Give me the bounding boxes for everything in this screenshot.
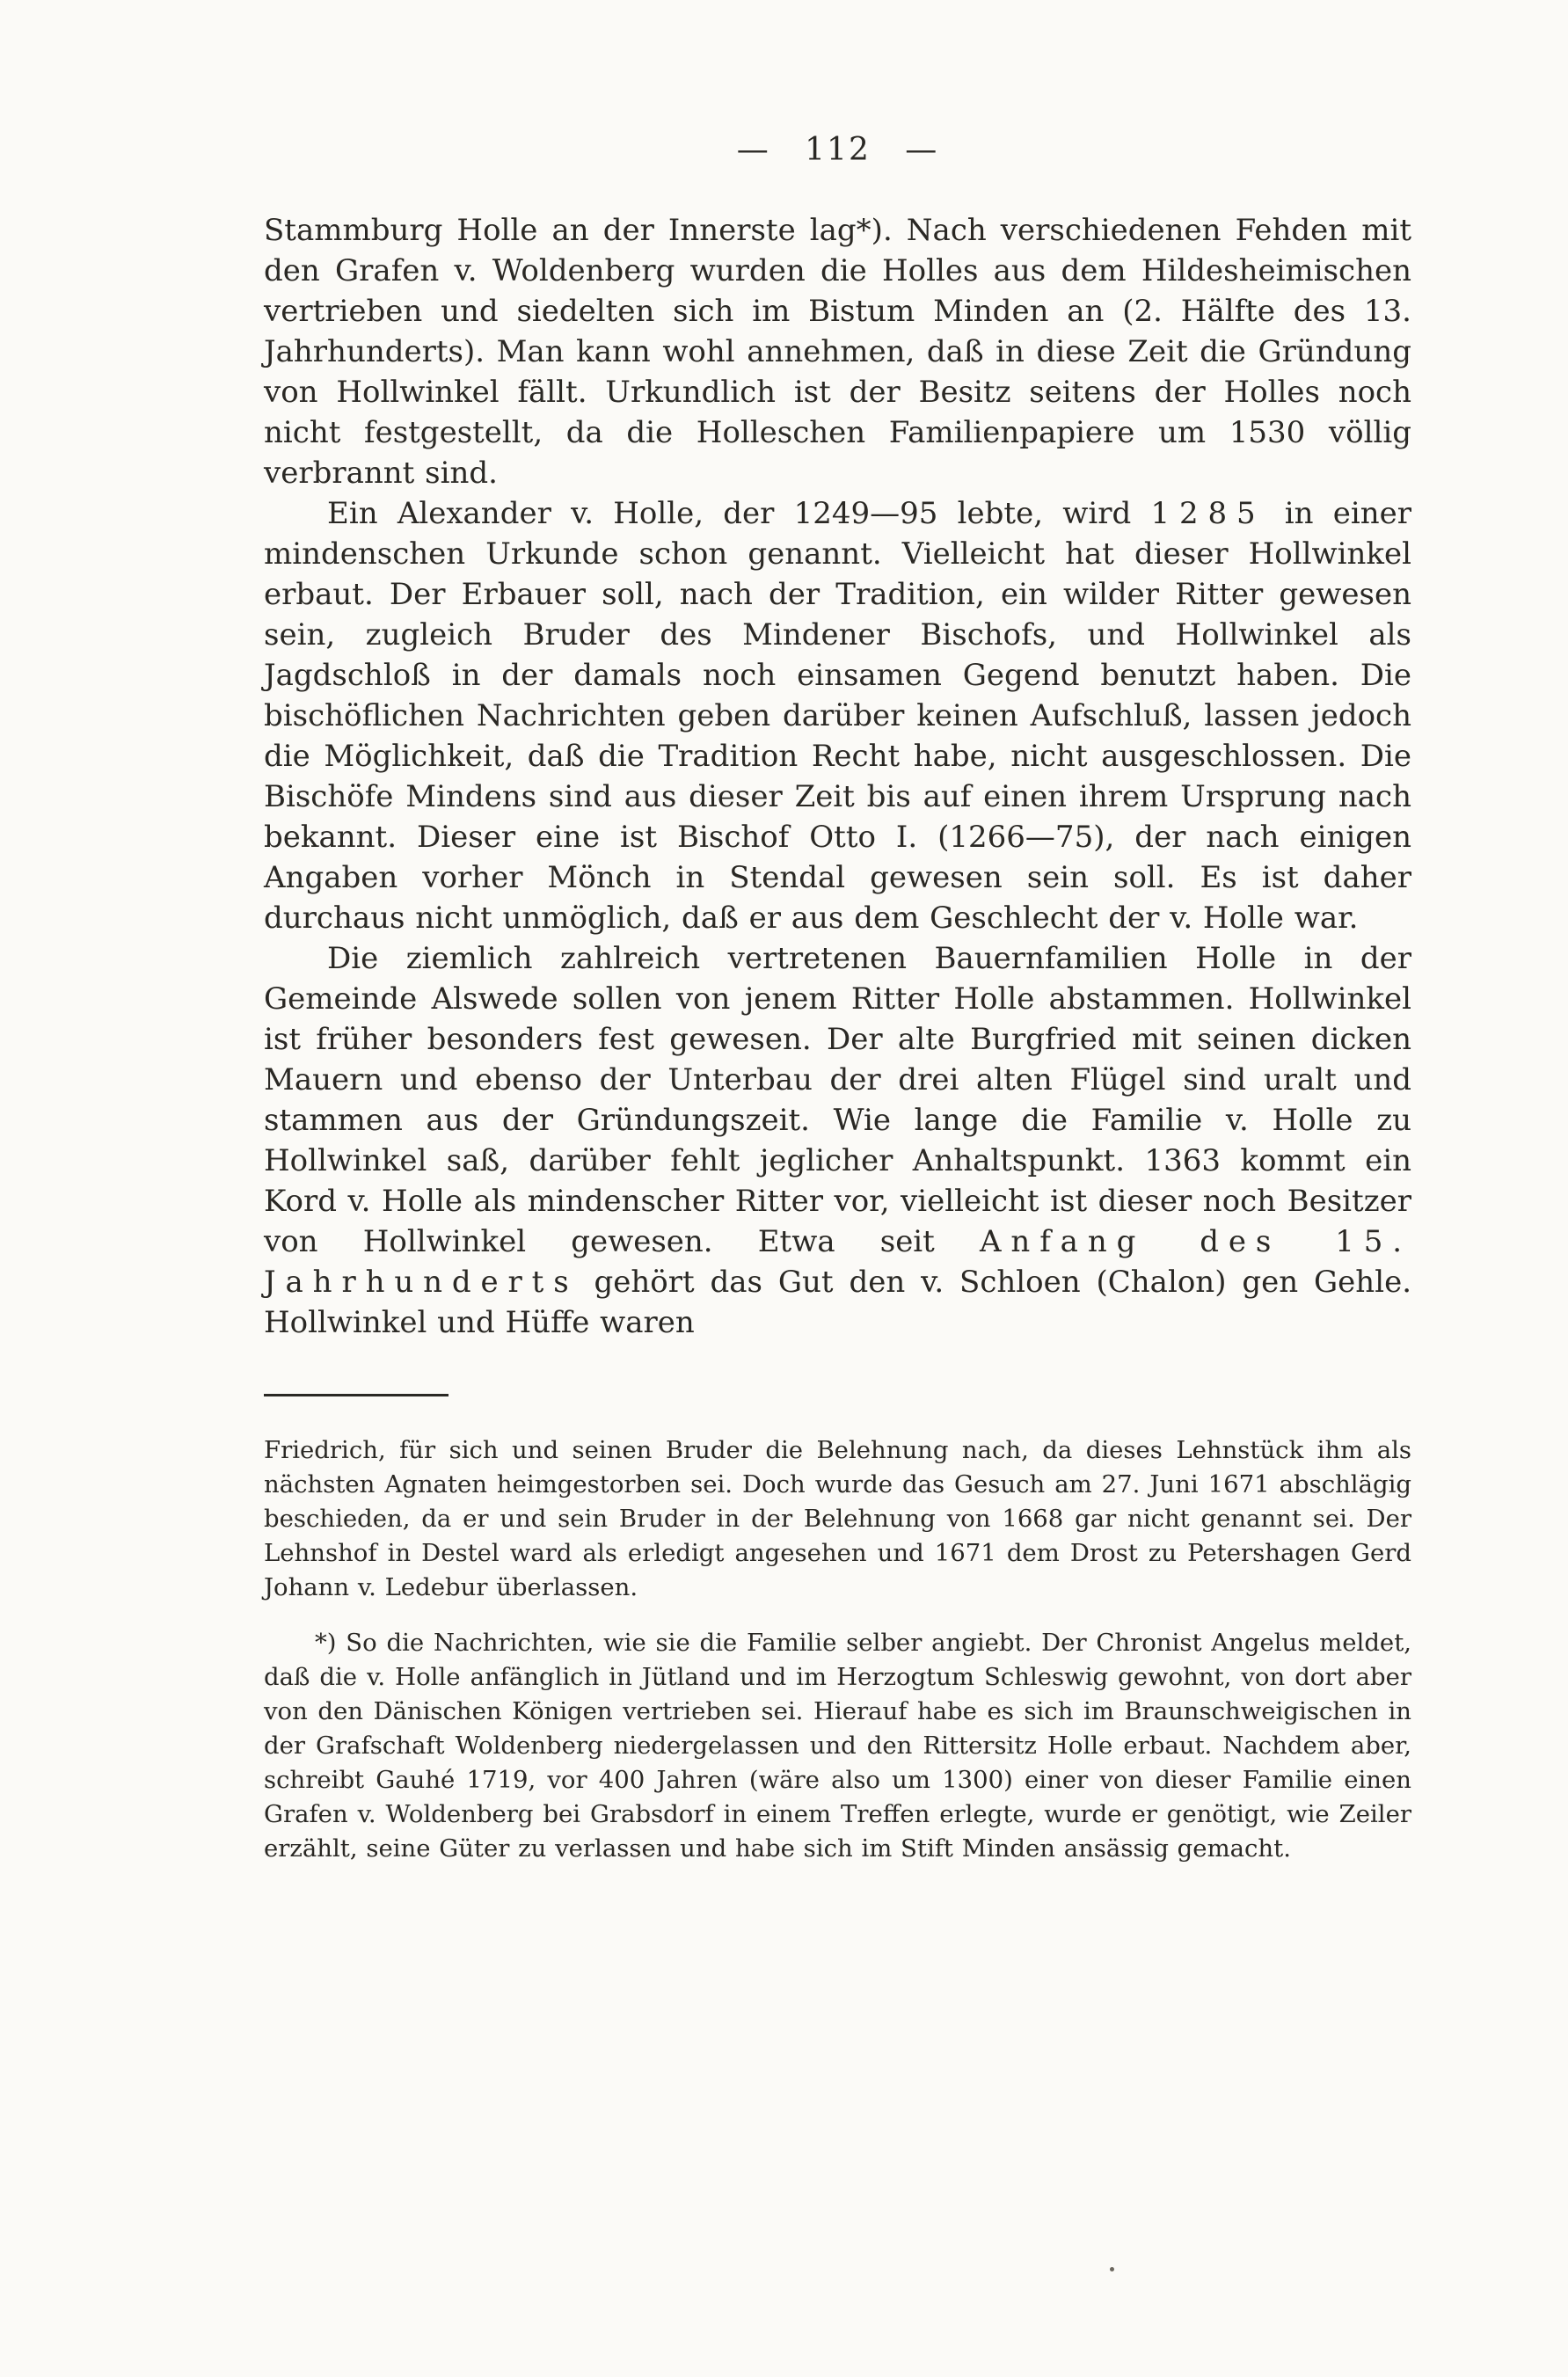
footnote-star-text: So die Nachrichten, wie sie die Familie selber angiebt. Der Chronist Angelus meldet, daß die v. Holle anfänglich in Jütland und im Herzogtum Schleswig gewohnt, von dort aber von den Dänischen Königen vertrieben sei. Hierauf habe es sich im Braunschweigischen in der Grafschaft Woldenberg niedergelassen und den Rittersitz Holle erbaut. Nachdem aber, schreibt Gauhé 1719, vor 400 Jahren (wäre also um 1300) einer von dieser Familie einen Grafen v. Woldenberg bei Grabsdorf in einem Treffen erlegte, wurde er genötigt, wie Zeiler erzählt, seine Güter zu verlassen und habe sich im Stift Minden ansässig gemacht. [264, 1629, 1411, 1863]
paragraph-2 [264, 493, 1411, 938]
paragraph-1: Stammburg Holle an der Innerste lag*). Nach verschiedenen Fehden mit den Grafen v. Woldenberg wurden die Holles aus dem Hildesheimischen vertrieben und siedelten sich im Bistum Minden an (2. Hälfte des 13. Jahrhunderts). Man kann wohl annehmen, daß in diese Zeit die Gründung von Hollwinkel fällt. Urkundlich ist der Besitz seitens der Holles noch nicht festgestellt, da die Holleschen Familienpapiere um 1530 völlig verbrannt sind. [264, 213, 1411, 491]
paragraph-3-text-pre: Die ziemlich zahlreich vertretenen Bauernfamilien Holle in der Gemeinde Alswede sollen von jenem Ritter Holle abstammen. Hollwinkel ist früher besonders fest gewesen. Der alte Burgfried mit seinen dicken Mauern und ebenso der Unterbau der drei alten Flügel sind uralt und stammen aus der Gründungszeit. Wie lange die Familie v. Holle zu Hollwinkel saß, darüber fehlt jeglicher Anhaltspunkt. 1363 kommt ein Kord v. Holle als mindenscher Ritter vor, vielleicht ist dieser noch Besitzer von Hollwinkel gewesen. Etwa seit [264, 941, 1411, 1259]
footnote-star-marker: *) [315, 1629, 346, 1657]
footnote-section [264, 1394, 1411, 1866]
footnotes-text [264, 1433, 1411, 1866]
main-text [264, 210, 1411, 1343]
paragraph-3-emphasized-phrase: Anfang des 15. Jahrhunderts [264, 1224, 1411, 1300]
scan-artifact-dot [1110, 2267, 1114, 2271]
footnote-star [264, 1626, 1411, 1866]
paragraph-2-emphasized-year: 1285 [1150, 496, 1265, 531]
paragraph-2-text-post: in einer mindenschen Urkunde schon genannt. Vielleicht hat dieser Hollwinkel erbaut. Der Erbauer soll, nach der Tradition, ein wilder Ritter gewesen sein, zugleich Bruder des Mindener Bischofs, und Hollwinkel als Jagdschloß in der damals noch einsamen Gegend benutzt haben. Die bischöflichen Nachrichten geben darüber keinen Aufschluß, lassen jedoch die Möglichkeit, daß die Tradition Recht habe, nicht ausgeschlossen. Die Bischöfe Mindens sind aus dieser Zeit bis auf einen ihrem Ursprung nach bekannt. Dieser eine ist Bischof Otto I. (1266—75), der nach einigen Angaben vorher Mönch in Stendal gewesen sein soll. Es ist daher durchaus nicht unmöglich, daß er aus dem Geschlecht der v. Holle war. [264, 496, 1411, 936]
paragraph-3-text-post: gehört das Gut den v. Schloen (Chalon) gen Gehle. Hollwinkel und Hüffe waren [264, 1265, 1411, 1340]
footnote-separator-rule [264, 1394, 449, 1396]
page-number: — 112 — [736, 132, 939, 168]
paragraph-3 [264, 938, 1411, 1343]
text-block [264, 132, 1411, 1866]
paragraph-2-text-pre: Ein Alexander v. Holle, der 1249—95 lebte, wird [327, 496, 1151, 531]
footnote-continuation: Friedrich, für sich und seinen Bruder die Belehnung nach, da dieses Lehnstück ihm als nächsten Agnaten heimgestorben sei. Doch wurde das Gesuch am 27. Juni 1671 abschlägig beschieden, da er und sein Bruder in der Belehnung von 1668 gar nicht genannt sei. Der Lehnshof in Destel ward als erledigt angesehen und 1671 dem Drost zu Petershagen Gerd Johann v. Ledebur überlassen. [264, 1436, 1411, 1601]
